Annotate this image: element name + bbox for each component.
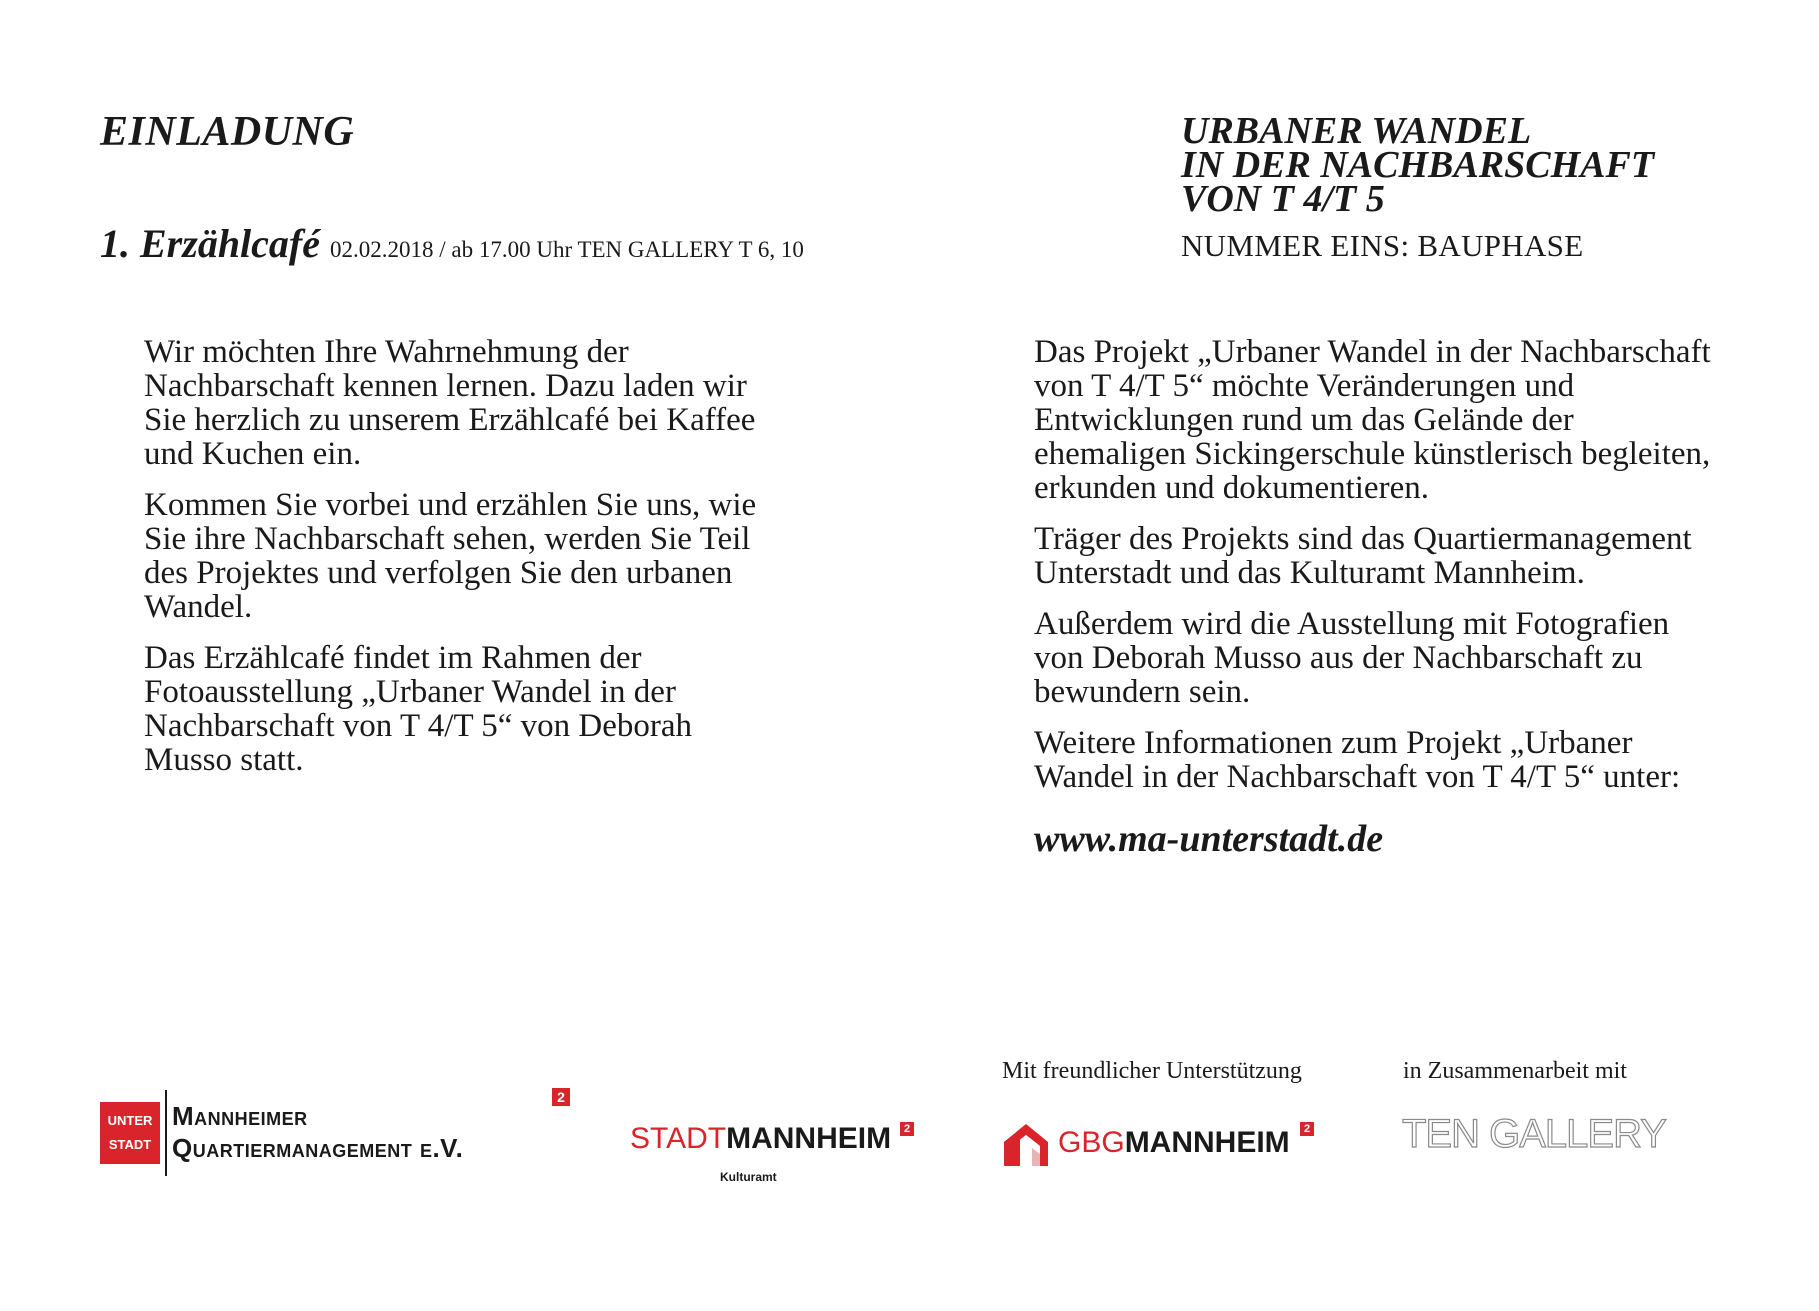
- quartiermanagement-logo: [100, 1088, 580, 1178]
- ten-gallery-logo: TEN GALLERY: [1402, 1112, 1666, 1156]
- event-line: [100, 220, 804, 267]
- paragraph: Das Erzählcafé findet im Rahmen der Fotoausstellung „Urbaner Wandel in der Nachbarschaft von T 4/T 5“ von Deborah Musso statt.: [144, 640, 693, 778]
- paragraph: Träger des Projekts sind das Quartiermanagement Unterstadt und das Kulturamt Mannheim.: [1034, 521, 1692, 591]
- logo-line: Quartiermanagement e.V.: [172, 1133, 464, 1163]
- gbg-mannheim-logo: [1002, 1122, 1332, 1172]
- logo-line: Mannheimer: [172, 1101, 308, 1131]
- wordmark-part: MANNHEIM: [1124, 1126, 1290, 1159]
- logo-divider: [165, 1090, 167, 1176]
- project-title-line: URBANER WANDEL: [1181, 110, 1532, 152]
- wordmark-part: MANNHEIM: [726, 1122, 892, 1155]
- quartiermanagement-name: [172, 1100, 463, 1164]
- event-title: 1. Erzählcafé: [100, 221, 320, 266]
- paragraph: Weitere Informationen zum Projekt „Urbaner Wandel in der Nachbarschaft von T 4/T 5“ unter:: [1034, 725, 1681, 795]
- event-details: 02.02.2018 / ab 17.00 Uhr TEN GALLERY T 6, 10: [330, 237, 804, 262]
- project-title-line: IN DER NACHBARSCHAFT: [1181, 144, 1655, 186]
- invitation-text-column: [144, 335, 764, 794]
- paragraph: Wir möchten Ihre Wahrnehmung der Nachbarschaft kennen lernen. Dazu laden wir Sie herzlich zu unserem Erzählcafé bei Kaffee und Kuchen ein.: [144, 334, 756, 472]
- stadt-mannheim-wordmark: [630, 1122, 920, 1156]
- project-subtitle: NUMMER EINS: BAUPHASE: [1181, 228, 1584, 263]
- kulturamt-label: Kulturamt: [720, 1170, 777, 1184]
- superscript-badge: 2: [552, 1088, 570, 1106]
- paragraph: Kommen Sie vorbei und erzählen Sie uns, wie Sie ihre Nachbarschaft sehen, werden Sie Teil des Projektes und verfolgen Sie den urbanen Wandel.: [144, 487, 757, 625]
- support-label: Mit freundlicher Unterstützung: [1002, 1058, 1302, 1084]
- wordmark-part: STADT: [630, 1122, 727, 1155]
- unterstadt-badge: [100, 1102, 160, 1164]
- gbg-wordmark: [1058, 1126, 1290, 1160]
- superscript-badge: 2: [900, 1122, 914, 1136]
- project-title-line: VON T 4/T 5: [1181, 178, 1385, 220]
- badge-text: UNTER: [107, 1113, 153, 1128]
- website-link[interactable]: www.ma-unterstadt.de: [1034, 818, 1384, 860]
- wordmark-part: GBG: [1058, 1126, 1125, 1159]
- badge-text: STADT: [108, 1137, 152, 1152]
- paragraph: Das Projekt „Urbaner Wandel in der Nachbarschaft von T 4/T 5“ möchte Veränderungen und Entwicklungen rund um das Gelände der ehemaligen Sickingerschule künstlerisch begleiten, erkunden und dokumentieren.: [1034, 334, 1711, 506]
- house-icon: [1002, 1122, 1050, 1168]
- cooperation-label: in Zusammenarbeit mit: [1403, 1058, 1627, 1084]
- invitation-title: EINLADUNG: [100, 109, 355, 155]
- project-text-column: [1034, 334, 1724, 860]
- paragraph: Außerdem wird die Ausstellung mit Fotografien von Deborah Musso aus der Nachbarschaft zu bewundern sein.: [1034, 606, 1670, 710]
- stadt-mannheim-logo: [630, 1122, 920, 1192]
- superscript-badge: 2: [1300, 1122, 1314, 1136]
- project-title: [1181, 110, 1655, 220]
